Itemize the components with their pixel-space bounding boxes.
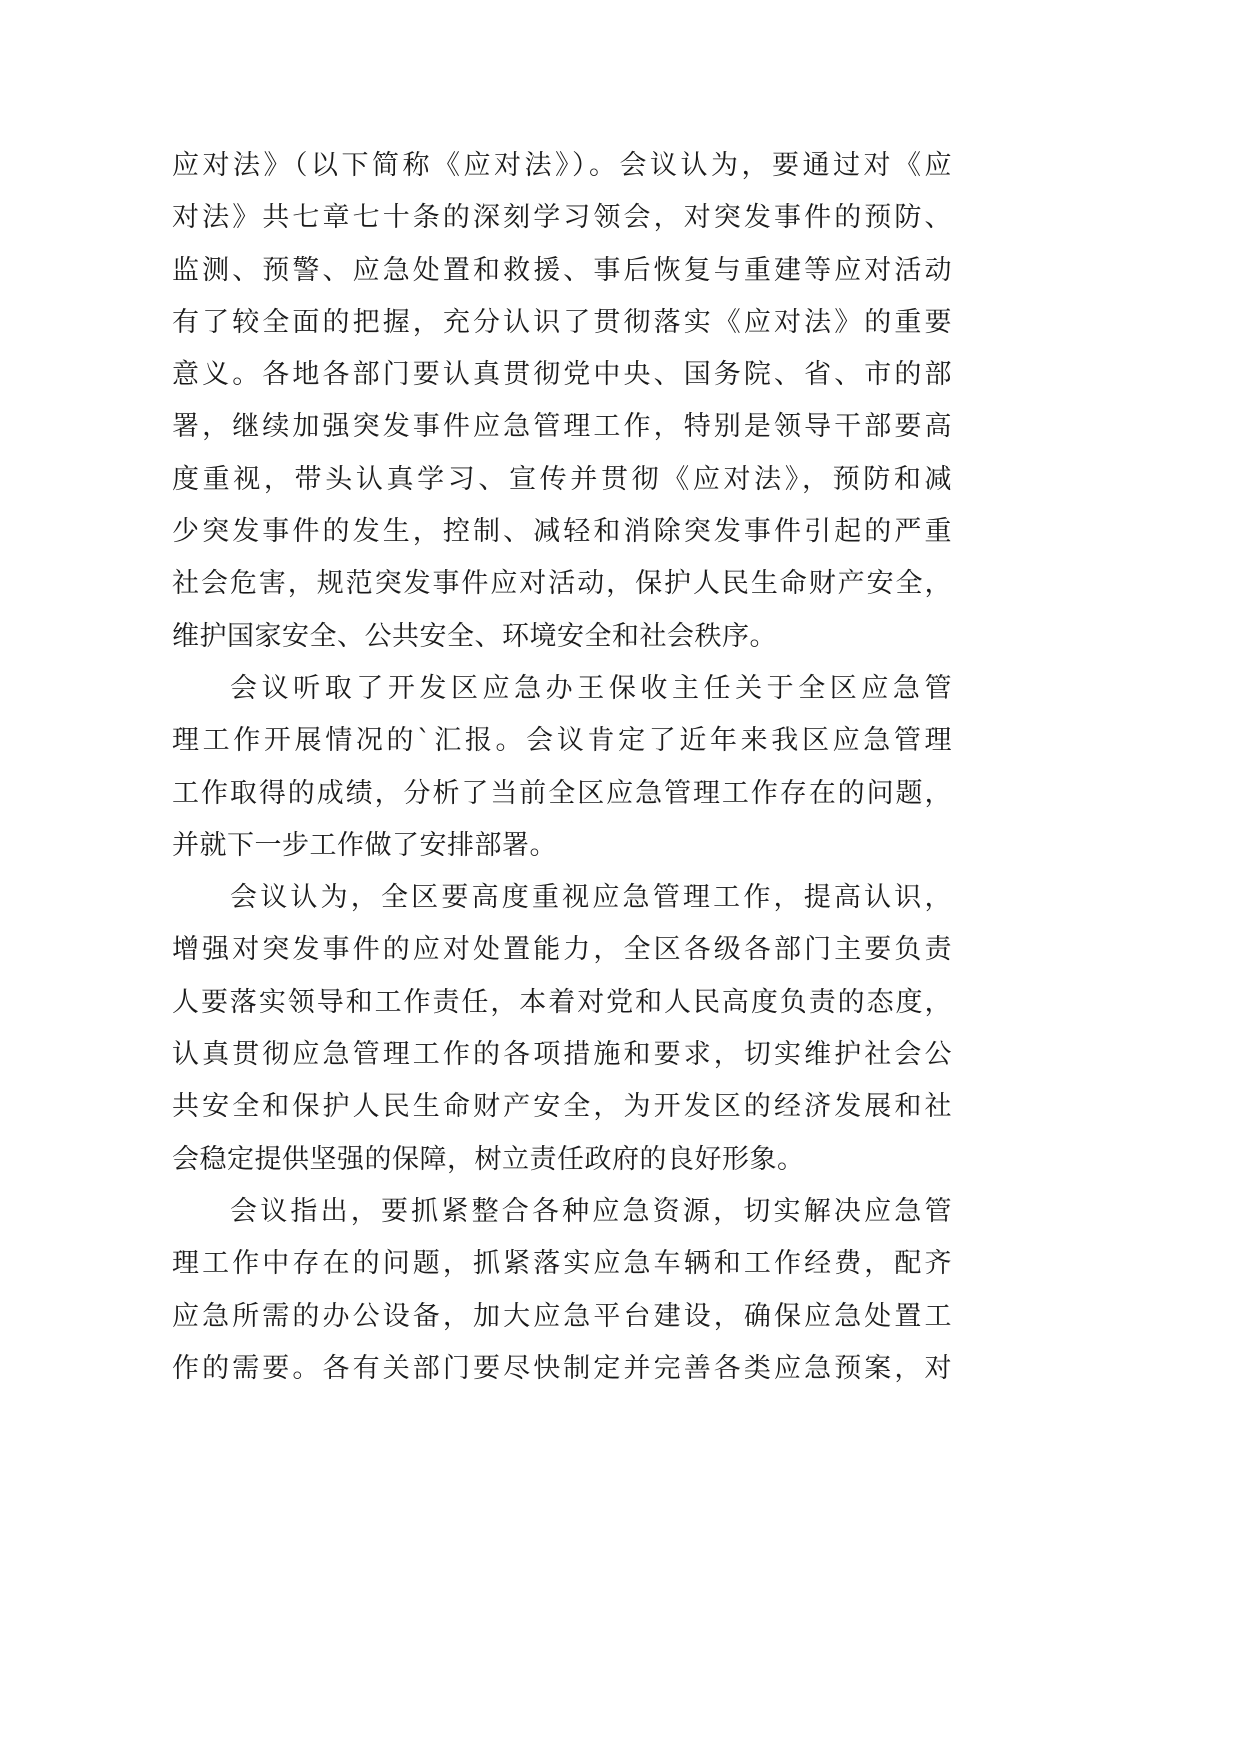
paragraph-line: 工作取得的成绩，分析了当前全区应急管理工作存在的问题， <box>172 777 952 809</box>
paragraph-line: 应对法》（以下简称《应对法》）。会议认为，要通过对《应 <box>172 150 952 181</box>
paragraph-2 <box>172 663 952 872</box>
paragraph-line: 并就下一步工作做了安排部署。 <box>172 829 557 861</box>
paragraph-line: 人要落实领导和工作责任，本着对党和人民高度负责的态度， <box>172 986 952 1018</box>
paragraph-line: 增强对突发事件的应对处置能力，全区各级各部门主要负责 <box>172 934 952 966</box>
paragraph-line: 对法》共七章七十条的深刻学习领会，对突发事件的预防、 <box>172 202 952 234</box>
paragraph-line: 监测、预警、应急处置和救援、事后恢复与重建等应对活动 <box>172 254 952 286</box>
paragraph-3 <box>172 872 952 1186</box>
paragraph-line: 理工作开展情况的`汇报。会议肯定了近年来我区应急管理 <box>172 725 952 757</box>
paragraph-line: 度重视，带头认真学习、宣传并贯彻《应对法》，预防和减 <box>172 463 952 495</box>
paragraph-line: 会议认为，全区要高度重视应急管理工作，提高认识， <box>230 882 952 914</box>
paragraph-line: 意义。各地各部门要认真贯彻党中央、国务院、省、市的部 <box>172 359 952 391</box>
paragraph-line: 少突发事件的发生，控制、减轻和消除突发事件引起的严重 <box>172 516 952 548</box>
paragraph-line: 会议听取了开发区应急办王保收主任关于全区应急管 <box>230 672 952 704</box>
paragraph-line: 认真贯彻应急管理工作的各项措施和要求，切实维护社会公 <box>172 1039 952 1071</box>
paragraph-line: 社会危害，规范突发事件应对活动，保护人民生命财产安全， <box>172 568 952 600</box>
paragraph-line: 应急所需的办公设备，加大应急平台建设，确保应急处置工 <box>172 1300 952 1332</box>
paragraph-line: 有了较全面的把握，充分认识了贯彻落实《应对法》的重要 <box>172 306 952 338</box>
paragraph-line: 作的需要。各有关部门要尽快制定并完善各类应急预案，对 <box>172 1352 952 1384</box>
document-body <box>172 140 952 1395</box>
paragraph-line: 理工作中存在的问题，抓紧落实应急车辆和工作经费，配齐 <box>172 1248 952 1280</box>
paragraph-line: 署，继续加强突发事件应急管理工作，特别是领导干部要高 <box>172 411 952 443</box>
paragraph-1 <box>172 140 952 663</box>
paragraph-line: 共安全和保护人民生命财产安全，为开发区的经济发展和社 <box>172 1091 952 1123</box>
paragraph-4 <box>172 1186 952 1395</box>
paragraph-line: 维护国家安全、公共安全、环境安全和社会秩序。 <box>172 620 777 652</box>
paragraph-line: 会稳定提供坚强的保障，树立责任政府的良好形象。 <box>172 1143 805 1175</box>
paragraph-line: 会议指出，要抓紧整合各种应急资源，切实解决应急管 <box>230 1195 952 1227</box>
